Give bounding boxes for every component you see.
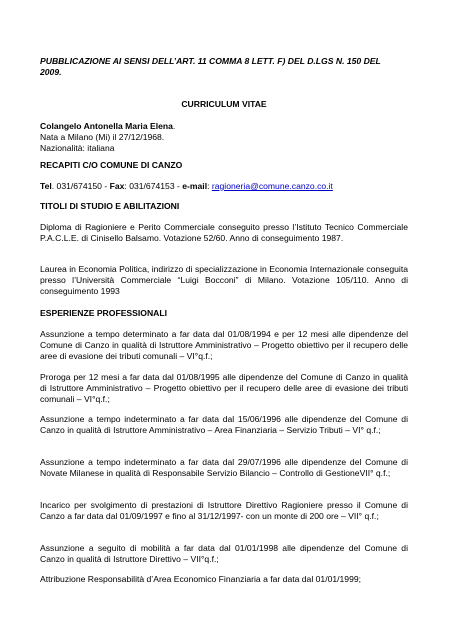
publication-header-line-1: PUBBLICAZIONE AI SENSI DELL’ART. 11 COMMA 8 LETT. F) DEL D.LGS N. 150 DEL	[40, 56, 381, 66]
experience-item: Assunzione a tempo indeterminato a far data dal 29/07/1996 alle dipendenze del Comune di Novate Milanese in qualità di Responsabile Servizio Bilancio – Controllo di GestioneVII° q.f.;	[40, 457, 408, 478]
publication-header	[40, 56, 408, 78]
email-separator: :	[207, 181, 212, 191]
experience-item: Assunzione a seguito di mobilità a far data dal 01/01/1998 alle dipendenze del Comune di Canzo in qualità di Istruttore Direttivo – VII°q.f.;	[40, 543, 408, 564]
document-title: CURRICULUM VITAE	[181, 99, 267, 109]
fax-value: : 031/674153 -	[124, 181, 183, 191]
person-name: Colangelo Antonella Maria Elena	[40, 121, 173, 131]
tel-value: . 031/674150 -	[51, 181, 110, 191]
nationality-info: Nazionalità: italiana	[40, 142, 115, 153]
education-heading: TITOLI DI STUDIO E ABILITAZIONI	[40, 201, 180, 211]
birth-info: Nata a Milano (Mi) il 27/12/1968.	[40, 131, 165, 142]
experience-item: Incarico per svolgimento di prestazioni di Istruttore Direttivo Ragioniere presso il Comune di Canzo a far data dal 01/09/1997 e fino al 31/12/1997- con un monte di 200 ore – VII° q.f.;	[40, 500, 408, 521]
person-name-suffix: .	[172, 121, 176, 131]
experience-item: Assunzione a tempo determinato a far data dal 01/08/1994 e per 12 mesi alle dipendenze del Comune di Canzo in qualità di Istruttore Amministrativo – Progetto obiettivo per il recupero delle aree di evasione dei tributi comunali – VI°q.f.;	[40, 329, 408, 361]
experience-heading: ESPERIENZE PROFESSIONALI	[40, 308, 168, 318]
email-label: e-mail	[182, 181, 208, 191]
publication-header-line-2: 2009.	[40, 66, 62, 77]
personal-info	[40, 121, 408, 153]
person-name-line	[40, 121, 408, 132]
experience-item: Assunzione a tempo indeterminato a far data dal 15/06/1996 alle dipendenze del Comune di Canzo in qualità di Istruttore Amministrativo – Area Finanziaria – Servizio Tributi – VI° q.f.;	[40, 414, 408, 435]
education-item: Laurea in Economia Politica, indirizzo di specializzazione in Economia Internazionale conseguita presso l’Università Commerciale “Luigi Bocconi” di Milano. Votazione 105/110. Anno di conseguimento 1993	[40, 264, 408, 296]
education-item: Diploma di Ragioniere e Perito Commerciale conseguito presso l’Istituto Tecnico Commerciale P.A.C.L.E. di Cinisello Balsamo. Votazione 52/60. Anno di conseguimento 1987.	[40, 222, 408, 243]
fax-label: Fax	[109, 181, 125, 191]
contacts-heading: RECAPITI C/O COMUNE DI CANZO	[40, 160, 183, 170]
experience-item: Attribuzione Responsabilità d’Area Economico Finanziaria a far data dal 01/01/1999;	[40, 574, 362, 584]
email-link[interactable]: ragioneria@comune.canzo.co.it	[211, 181, 333, 191]
contacts-line	[40, 181, 408, 192]
tel-label: Tel	[40, 181, 52, 191]
experience-item: Proroga per 12 mesi a far data dal 01/08/1995 alle dipendenze del Comune di Canzo in qualità di Istruttore Amministrativo – Progetto obiettivo per il recupero delle aree di evasione dei tributi comunali – VI°q.f.;	[40, 372, 408, 404]
